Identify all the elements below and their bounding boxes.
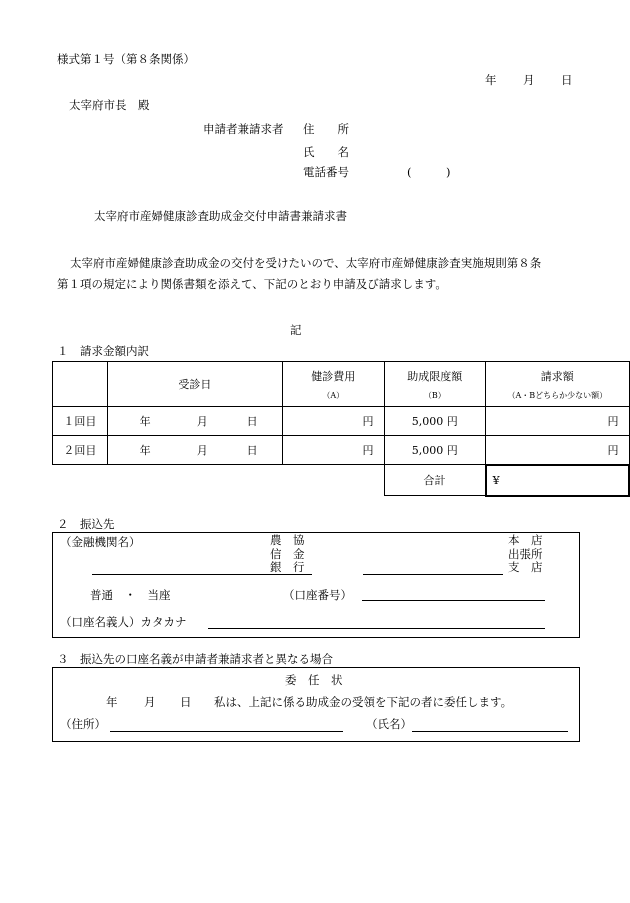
table-header-row bbox=[53, 362, 630, 407]
proxy-name-label: （氏名） bbox=[366, 717, 412, 731]
branch-type-list bbox=[508, 534, 543, 575]
total-spacer bbox=[53, 465, 385, 496]
date-month-label: 月 bbox=[523, 73, 535, 87]
proxy-name-line[interactable] bbox=[412, 731, 568, 732]
header-limit-label: 助成限度額 bbox=[407, 369, 463, 383]
form-number: 様式第１号（第８条関係） bbox=[57, 52, 195, 66]
body-line-1: 太宰府市産婦健康診査助成金の交付を受けたいので、太宰府市産婦健康診査実施規則第８条 bbox=[70, 256, 542, 270]
applicant-phone-parens: ( ) bbox=[407, 165, 451, 179]
row-month[interactable]: 月 bbox=[182, 436, 222, 465]
proxy-title: 委 任 状 bbox=[285, 673, 343, 687]
row-label: １回目 bbox=[53, 407, 108, 436]
ki-heading: 記 bbox=[290, 323, 302, 337]
proxy-day: 日 bbox=[180, 695, 192, 709]
header-claim-label: 請求額 bbox=[540, 369, 574, 383]
account-type[interactable]: 普通 ・ 当座 bbox=[90, 588, 171, 602]
row-day[interactable]: 日 bbox=[222, 407, 282, 436]
header-limit bbox=[384, 362, 486, 407]
bank-type-nokyo: 農 協 bbox=[270, 533, 305, 547]
row-limit: 5,000 円 bbox=[384, 407, 486, 436]
proxy-text: 私は、上記に係る助成金の受領を下記の者に委任します。 bbox=[214, 695, 513, 709]
bank-type-ginko: 銀 行 bbox=[270, 560, 305, 574]
row-claim[interactable]: 円 bbox=[486, 436, 629, 465]
document-title: 太宰府市産婦健康診査助成金交付申請書兼請求書 bbox=[94, 209, 347, 223]
section1-heading: １ 請求金額内訳 bbox=[57, 344, 149, 358]
row-cost[interactable]: 円 bbox=[282, 407, 384, 436]
header-limit-sub: （B） bbox=[423, 390, 446, 400]
account-number-label: （口座番号） bbox=[283, 588, 352, 602]
date-year-label: 年 bbox=[485, 73, 497, 87]
header-cost bbox=[282, 362, 384, 407]
branch-type-honten: 本 店 bbox=[508, 533, 543, 547]
account-holder-line[interactable] bbox=[208, 628, 545, 629]
row-year[interactable]: 年 bbox=[107, 436, 182, 465]
branch-type-shiten: 支 店 bbox=[508, 560, 543, 574]
applicant-name-label: 氏 名 bbox=[303, 145, 349, 159]
section2-heading: ２ 振込先 bbox=[57, 517, 115, 531]
bank-name-label: （金融機関名） bbox=[60, 535, 141, 549]
bank-type-shinkin: 信 金 bbox=[270, 546, 305, 561]
table-total-row bbox=[53, 465, 630, 496]
header-blank bbox=[53, 362, 108, 407]
row-month[interactable]: 月 bbox=[182, 407, 222, 436]
proxy-address-label: （住所） bbox=[60, 717, 106, 731]
header-claim-sub: （A・Bどちらか少ない額） bbox=[507, 390, 608, 400]
row-day[interactable]: 日 bbox=[222, 436, 282, 465]
total-amount[interactable]: ¥ bbox=[486, 465, 629, 496]
claim-table bbox=[52, 361, 630, 497]
branch-type-shutchosho: 出張所 bbox=[508, 546, 543, 561]
row-claim[interactable]: 円 bbox=[486, 407, 629, 436]
proxy-year: 年 bbox=[106, 695, 118, 709]
date-day-label: 日 bbox=[561, 73, 573, 87]
applicant-role: 申請者兼請求者 bbox=[203, 122, 284, 136]
bank-name-line[interactable] bbox=[92, 574, 312, 575]
bank-type-list bbox=[270, 534, 305, 575]
applicant-address-label: 住 所 bbox=[303, 122, 349, 136]
header-claim bbox=[486, 362, 629, 407]
branch-name-line[interactable] bbox=[363, 574, 503, 575]
total-label: 合計 bbox=[384, 465, 486, 496]
proxy-address-line[interactable] bbox=[110, 731, 343, 732]
row-label: ２回目 bbox=[53, 436, 108, 465]
table-row bbox=[53, 436, 630, 465]
row-year[interactable]: 年 bbox=[107, 407, 182, 436]
addressee: 太宰府市長 殿 bbox=[69, 98, 150, 112]
header-cost-sub: （A） bbox=[322, 390, 345, 400]
account-holder-label: （口座名義人）カタカナ bbox=[60, 615, 187, 629]
header-cost-label: 健診費用 bbox=[311, 369, 356, 383]
table-row bbox=[53, 407, 630, 436]
body-line-2: 第１項の規定により関係書類を添えて、下記のとおり申請及び請求します。 bbox=[57, 277, 447, 291]
row-cost[interactable]: 円 bbox=[282, 436, 384, 465]
row-limit: 5,000 円 bbox=[384, 436, 486, 465]
proxy-month: 月 bbox=[144, 695, 156, 709]
header-date: 受診日 bbox=[107, 362, 282, 407]
applicant-phone-label: 電話番号 bbox=[303, 165, 349, 179]
account-number-line[interactable] bbox=[362, 600, 545, 601]
section3-heading: ３ 振込先の口座名義が申請者兼請求者と異なる場合 bbox=[57, 652, 333, 666]
